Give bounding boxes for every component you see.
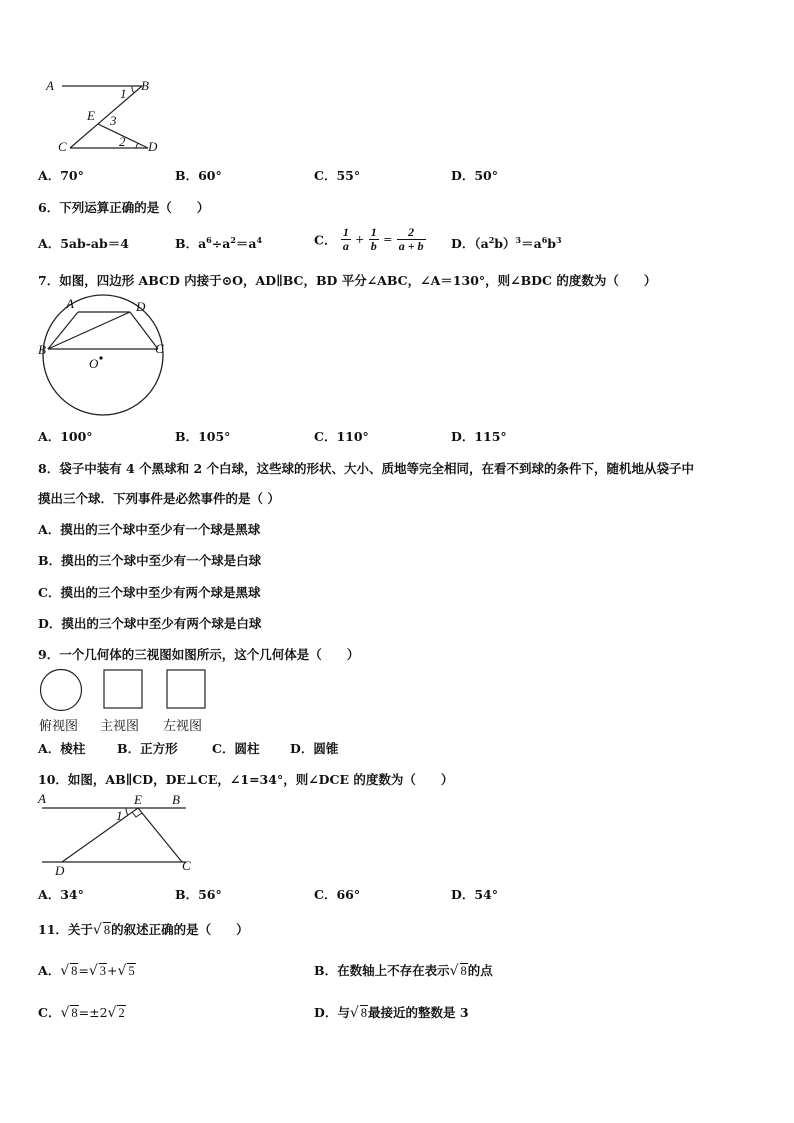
q7-figure-svg [40, 292, 170, 422]
q5-option-c: C．55° [314, 168, 361, 183]
q11-c-eq: =±2 [78, 1005, 108, 1020]
q6-d-exp2: 3 [515, 234, 522, 245]
q6-c-frac3 [397, 226, 426, 253]
q5-label-e: E [87, 108, 95, 123]
q6-c-frac2-num: 1 [370, 225, 377, 239]
q8-option-d: D．摸出的三个球中至少有两个球是白球 [38, 616, 262, 631]
q11-d-post: 最接近的整数是 3 [368, 1005, 469, 1020]
q9-front-view-square [104, 670, 142, 708]
q7-option-c: C．110° [314, 429, 369, 444]
q6-b-exp1: 6 [206, 234, 212, 245]
q6-b-exp2: 2 [230, 234, 236, 245]
q6-d-mid: b） [494, 236, 516, 251]
q11-c-radicand-2: 2 [118, 1006, 125, 1020]
q5-angle1-arc [132, 86, 134, 93]
q7-line-ab [48, 312, 78, 349]
q11-option-a [38, 961, 136, 979]
q8-option-a: A．摸出的三个球中至少有一个球是黑球 [38, 522, 261, 537]
q6-option-d [451, 234, 562, 252]
q11-stem-radicand: 8 [103, 923, 111, 937]
q5-angle2-arc [136, 143, 138, 148]
q7-label-d: D [136, 299, 146, 314]
q11-a-radical-sign-3: √ [117, 963, 127, 979]
q9-caption-front-view: 主视图 [100, 719, 140, 734]
q10-option-b: B．56° [175, 887, 222, 902]
q6-d-eq: ＝a [521, 236, 542, 251]
q6-d-exp1: 2 [488, 234, 495, 245]
q11-d-pre: D．与 [314, 1005, 350, 1020]
q10-label-b: B [172, 792, 180, 807]
q9-option-b: B．正方形 [117, 741, 178, 756]
q6-c-frac1-num: 1 [342, 225, 349, 239]
q10-line-ec [138, 808, 182, 862]
q11-d-radicand: 8 [360, 1006, 368, 1020]
q5-label-2: 2 [119, 134, 126, 149]
q9-option-d: D．圆锥 [290, 741, 339, 756]
q11-stem-radical-sign: √ [92, 922, 102, 938]
q7-label-c: C [155, 341, 164, 356]
q6-b-pre: B．a [175, 236, 207, 251]
q5-option-b: B．60° [175, 168, 222, 183]
q6-b-mid: ÷a [211, 236, 231, 251]
q6-option-b [175, 234, 262, 252]
q9-option-a: A．棱柱 [38, 741, 86, 756]
q6-c-pre: C． [314, 232, 337, 248]
q11-option-b [314, 961, 493, 979]
q9-figure-svg [38, 668, 213, 713]
q5-label-3: 3 [110, 113, 117, 128]
q10-option-d: D．54° [451, 887, 498, 902]
q6-stem: 6．下列运算正确的是（ ） [38, 200, 210, 215]
q5-option-a: A．70° [38, 168, 84, 183]
q5-line-bc [70, 86, 142, 148]
q6-c-frac2 [369, 226, 379, 253]
q11-stem-post: 的叙述正确的是（ ） [111, 922, 249, 937]
q6-d-b: b [547, 236, 557, 251]
q5-option-d: D．50° [451, 168, 498, 183]
q10-label-1: 1 [116, 808, 123, 823]
q5-label-d: D [148, 139, 158, 154]
q11-b-pre: B．在数轴上不存在表示 [314, 963, 450, 978]
q9-stem: 9．一个几何体的三视图如图所示，这个几何体是（ ） [38, 647, 360, 662]
q10-option-c: C．66° [314, 887, 361, 902]
q7-line-bd [48, 312, 130, 349]
q11-option-c [38, 1003, 126, 1021]
q6-c-frac3-den: a + b [398, 239, 424, 253]
q5-label-1: 1 [120, 86, 127, 101]
q7-label-o: O [89, 356, 99, 371]
q7-option-b: B．105° [175, 429, 231, 444]
q7-center-dot [99, 356, 102, 359]
q8-stem-line1: 8．袋子中装有 4 个黑球和 2 个白球，这些球的形状、大小、质地等完全相同，在看不到球的条件下，随机地从袋子中 [38, 461, 695, 476]
q11-a-radical-sign-1: √ [60, 963, 70, 979]
q7-option-d: D．115° [451, 429, 507, 444]
q6-d-exp4: 3 [556, 234, 562, 245]
q6-option-c [314, 226, 426, 253]
q11-b-post: 的点 [467, 963, 493, 978]
q11-c-pre: C． [38, 1005, 61, 1020]
q11-c-radical-sign-2: √ [107, 1005, 117, 1021]
q10-label-e: E [134, 792, 142, 807]
q10-label-d: D [55, 863, 65, 878]
q5-label-b: B [141, 78, 149, 93]
q9-side-view-square [167, 670, 205, 708]
q11-a-radicand-2: 3 [99, 964, 107, 978]
q5-label-a: A [46, 78, 54, 93]
q11-b-radical-sign: √ [449, 963, 459, 979]
q10-label-a: A [38, 791, 46, 806]
q6-c-plus: + [355, 233, 365, 246]
q11-stem [38, 920, 249, 938]
q6-c-frac1 [341, 226, 351, 253]
q9-caption-side-view: 左视图 [163, 719, 203, 734]
q10-stem: 10．如图，AB∥CD，DE⊥CE，∠1=34°，则∠DCE 的度数为（ ） [38, 772, 454, 787]
q10-option-a: A．34° [38, 887, 84, 902]
q6-d-pre: D．（a [451, 236, 489, 251]
q8-option-c: C．摸出的三个球中至少有两个球是黑球 [38, 585, 261, 600]
q6-b-exp3: 4 [256, 234, 263, 245]
q9-option-c: C．圆柱 [212, 741, 260, 756]
q11-c-radical-sign-1: √ [60, 1005, 70, 1021]
q6-c-frac3-num: 2 [397, 226, 426, 240]
q8-option-b: B．摸出的三个球中至少有一个球是白球 [38, 553, 262, 568]
q10-line-de [62, 808, 138, 862]
q11-a-plus: + [107, 963, 118, 978]
q6-option-a: A．5ab-ab＝4 [38, 236, 129, 251]
q11-d-radical-sign: √ [349, 1005, 359, 1021]
q11-a-radical-sign-2: √ [88, 963, 98, 979]
q11-option-d [314, 1003, 469, 1021]
q9-caption-top-view: 俯视图 [39, 719, 79, 734]
q5-label-c: C [58, 139, 67, 154]
q8-stem-line2: 摸出三个球．下列事件是必然事件的是（ ） [38, 491, 280, 506]
q7-option-a: A．100° [38, 429, 93, 444]
q11-a-pre: A． [38, 963, 61, 978]
q11-stem-pre: 11．关于 [38, 922, 93, 937]
q10-angle1-arc [126, 808, 128, 815]
q11-a-radicand-3: 5 [128, 964, 135, 978]
q6-c-frac1-den: a [342, 239, 349, 253]
q6-c-frac2-den: b [370, 239, 377, 253]
q9-top-view-circle [41, 670, 82, 711]
q10-right-angle-mark [132, 812, 142, 817]
q7-label-a: A [66, 296, 74, 311]
q10-label-c: C [182, 858, 191, 873]
q6-c-eq: = [383, 233, 393, 246]
q11-a-eq: = [78, 963, 89, 978]
q11-a-radicand-1: 8 [71, 964, 78, 978]
q7-label-b: B [38, 342, 46, 357]
q6-d-exp3: 6 [541, 234, 548, 245]
q7-line-dc [130, 312, 158, 349]
q7-stem: 7．如图，四边形 ABCD 内接于⊙O，AD∥BC，BD 平分∠ABC，∠A＝130°，则∠BDC 的度数为（ ） [38, 273, 657, 288]
q11-b-radicand: 8 [460, 964, 467, 978]
q11-c-radicand-1: 8 [71, 1006, 78, 1020]
q6-b-eq: ＝a [235, 236, 257, 251]
